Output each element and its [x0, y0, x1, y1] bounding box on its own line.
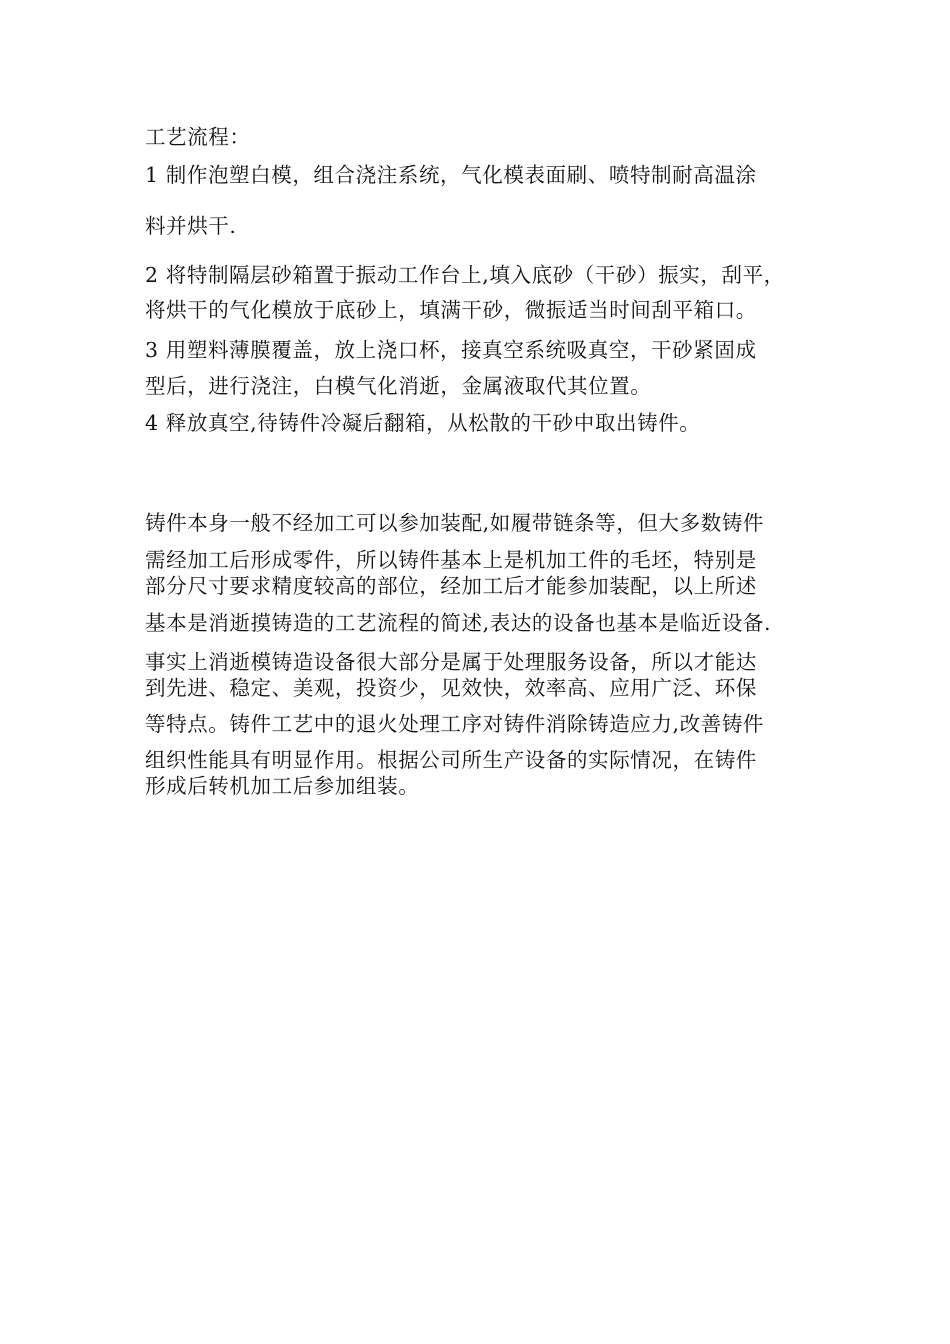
summary-line7: 等特点。铸件工艺中的退火处理工序对铸件消除铸造应力,改善铸件	[145, 712, 765, 736]
summary-line1: 铸件本身一般不经加工可以参加装配,如履带链条等，但大多数铸件	[145, 511, 765, 535]
summary-line9: 形成后转机加工后参加组装。	[145, 774, 420, 798]
summary-line5: 事实上消逝模铸造设备很大部分是属于处理服务设备，所以才能达	[145, 650, 757, 674]
step3-line1: 3 用塑料薄膜覆盖，放上浇口杯，接真空系统吸真空，干砂紧固成	[145, 338, 757, 362]
step2-line2: 将烘干的气化模放于底砂上，填满干砂，微振适当时间刮平箱口。	[145, 298, 757, 322]
step1-line2: 料并烘干.	[145, 214, 237, 238]
summary-line6: 到先进、稳定、美观，投资少，见效快，效率高、应用广泛、环保	[145, 676, 757, 700]
step4-line1: 4 释放真空,待铸件冷凝后翻箱，从松散的干砂中取出铸件。	[145, 411, 701, 435]
process-heading: 工艺流程：	[145, 125, 251, 149]
summary-line4: 基本是消逝摸铸造的工艺流程的简述,表达的设备也基本是临近设备.	[145, 611, 772, 635]
step3-line2: 型后，进行浇注，白模气化消逝，金属液取代其位置。	[145, 374, 652, 398]
step1-line1: 1 制作泡塑白模，组合浇注系统，气化模表面刷、喷特制耐高温涂	[145, 163, 757, 187]
step2-line1: 2 将特制隔层砂箱置于振动工作台上,填入底砂（干砂）振实，刮平，	[145, 263, 785, 287]
summary-line8: 组织性能具有明显作用。根据公司所生产设备的实际情况，在铸件	[145, 748, 757, 772]
summary-line3: 部分尺寸要求精度较高的部位，经加工后才能参加装配，以上所述	[145, 574, 757, 598]
summary-line2: 需经加工后形成零件，所以铸件基本上是机加工件的毛坯，特别是	[145, 548, 757, 572]
